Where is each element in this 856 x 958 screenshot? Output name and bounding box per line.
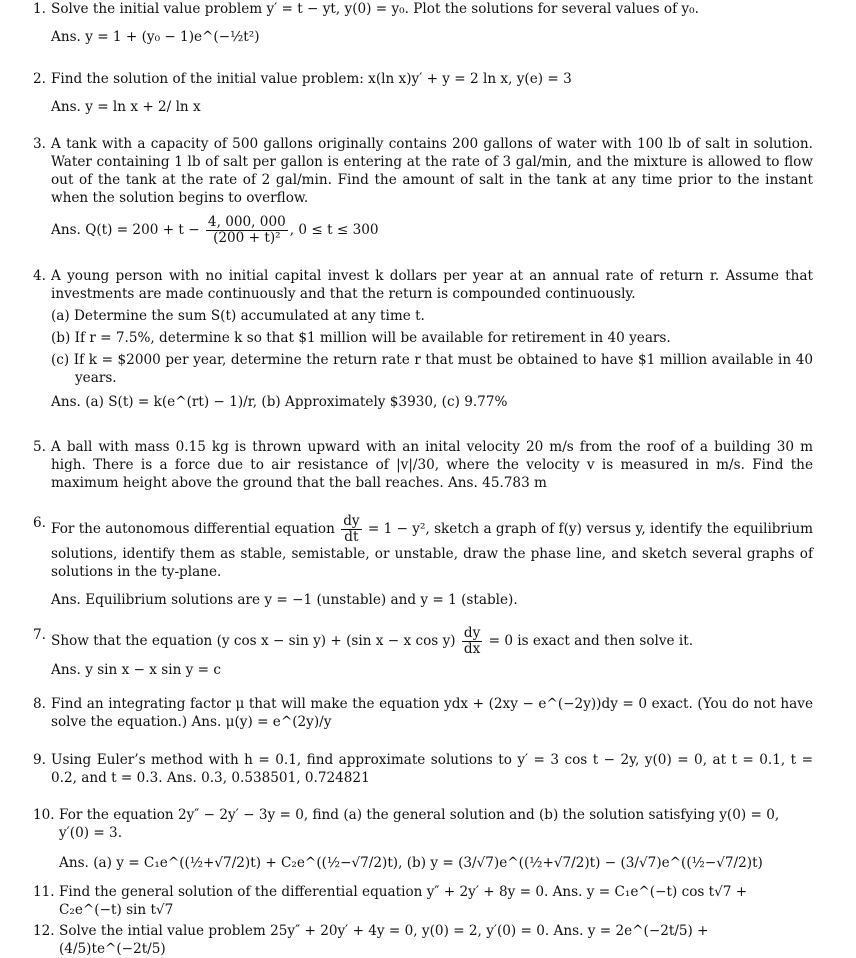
problem-answer: Ans. y = 1 + (y₀ − 1)e^(−½t²) — [51, 29, 260, 45]
problem-text: Find the general solution of the differential equation y″ + 2y′ + 8y = 0. Ans. y = C₁e^(−t) cos t√7 + C₂e^(−t) sin t√7 — [59, 884, 748, 918]
problem-number: 12. — [33, 923, 55, 939]
problem-text: A ball with mass 0.15 kg is thrown upward with an inital velocity 20 m/s from the roof of a building 30 m high. There is a force due to air resistance of |v|/30, where the velocity v is measured in m/s. Find the maximum height above the ground that the ball reaches. Ans. 45.783 m — [51, 439, 813, 491]
problem-9 — [33, 751, 813, 787]
problem-answer: Ans. y = ln x + 2/ ln x — [51, 99, 201, 115]
problem-text: Solve the intial value problem 25y″ + 20y′ + 4y = 0, y(0) = 2, y′(0) = 0. Ans. y = 2e^(−2t/5) + (4/5)te^(−2t/5) — [59, 923, 709, 957]
problem-5 — [33, 438, 813, 492]
problem-part-b: (b) If r = 7.5%, determine k so that $1 million will be available for retirement in 40 years. — [51, 330, 671, 346]
problem-number: 6. — [33, 515, 46, 531]
problem-part-a: (a) Determine the sum S(t) accumulated at any time t. — [51, 308, 425, 324]
problem-number: 10. — [33, 807, 55, 823]
problem-8 — [33, 695, 813, 731]
derivative-fraction: $\frac{dy}{dt}$ — [343, 513, 360, 545]
problem-number: 3. — [33, 136, 46, 152]
problem-12 — [33, 922, 813, 958]
problem-1 — [33, 0, 813, 46]
problem-number: 4. — [33, 268, 46, 284]
problem-answer: Ans. (a) y = C₁e^((½+√7/2)t) + C₂e^((½−√7/2)t), (b) y = (3/√7)e^((½+√7/2)t) − (3/√7)e^((½−√7/2)t) — [59, 855, 763, 871]
problem-answer: Ans. (a) S(t) = k(e^(rt) − 1)/r, (b) Approximately $3930, (c) 9.77% — [51, 394, 508, 410]
problem-number: 11. — [33, 884, 55, 900]
problem-number: 8. — [33, 696, 46, 712]
problem-6 — [33, 514, 813, 609]
problem-text: Solve the initial value problem y′ = t − yt, y(0) = y₀. Plot the solutions for several values of y₀. — [51, 1, 699, 17]
problem-2 — [33, 70, 813, 116]
problem-4 — [33, 267, 813, 411]
problem-number: 2. — [33, 71, 46, 87]
problem-answer: Ans. y sin x − x sin y = c — [51, 662, 222, 678]
problem-7 — [33, 626, 813, 679]
problem-part-c: (c) If k = $2000 per year, determine the return rate r that must be obtained to have $1 million available in 40 years. — [51, 352, 813, 386]
problem-text: A young person with no initial capital invest k dollars per year at an annual rate of return r. Assume that investments are made continuously and that the return is compounded continuously. — [51, 268, 813, 302]
problem-3 — [33, 135, 813, 246]
problem-text: For the autonomous differential equation $\frac{dy}{dt}$ = 1 − y², sketch a graph of f(y) versus y, identify the equilibrium solutions, identify them as stable, semistable, or unstable, draw the phase line, and sketch several graphs of solutions in the ty-plane. — [51, 513, 813, 580]
problem-answer: Ans. Q(t) = 200 + t − $\frac{4, 000, 000}{\text{(200 + t)²}}$ , 0 ≤ t ≤ 300 — [51, 214, 379, 246]
salt-fraction: $\frac{4, 000, 000}{\text{(200 + t)²}}$ — [207, 214, 286, 246]
problem-text: Show that the equation (y cos x − sin y) + (sin x − x cos y) $\frac{dy}{dx}$ = 0 is exact and then solve it. — [51, 625, 694, 657]
problem-text: Find an integrating factor μ that will make the equation ydx + (2xy − e^(−2y))dy = 0 exact. (You do not have solve the equation.) Ans. μ(y) = e^(2y)/y — [51, 696, 813, 730]
problem-number: 1. — [33, 1, 46, 17]
problem-number: 7. — [33, 627, 46, 643]
problem-text: For the equation 2y″ − 2y′ − 3y = 0, find (a) the general solution and (b) the solution satisfying y(0) = 0, y′(0) = 3. — [59, 807, 780, 841]
problem-number: 9. — [33, 752, 46, 768]
problem-text: A tank with a capacity of 500 gallons originally contains 200 gallons of water with 100 lb of salt in solution. Water containing 1 lb of salt per gallon is entering at the rate of 3 gal/min, and the mixture is allowed to flow out of the tank at the rate of 2 gal/min. Find the amount of salt in the tank at any time prior to the instant when the solution begins to overflow. — [51, 136, 813, 206]
problem-text: Using Euler’s method with h = 0.1, find approximate solutions to y′ = 3 cos t − 2y, y(0) = 0, at t = 0.1, t = 0.2, and t = 0.3. Ans. 0.3, 0.538501, 0.724821 — [51, 752, 813, 786]
derivative-fraction: $\frac{dy}{dx}$ — [463, 625, 481, 657]
problem-answer: Ans. Equilibrium solutions are y = −1 (unstable) and y = 1 (stable). — [51, 592, 518, 608]
problem-10 — [33, 806, 813, 872]
problem-11 — [33, 883, 813, 919]
problem-text: Find the solution of the initial value problem: x(ln x)y′ + y = 2 ln x, y(e) = 3 — [51, 71, 572, 87]
problem-number: 5. — [33, 439, 46, 455]
